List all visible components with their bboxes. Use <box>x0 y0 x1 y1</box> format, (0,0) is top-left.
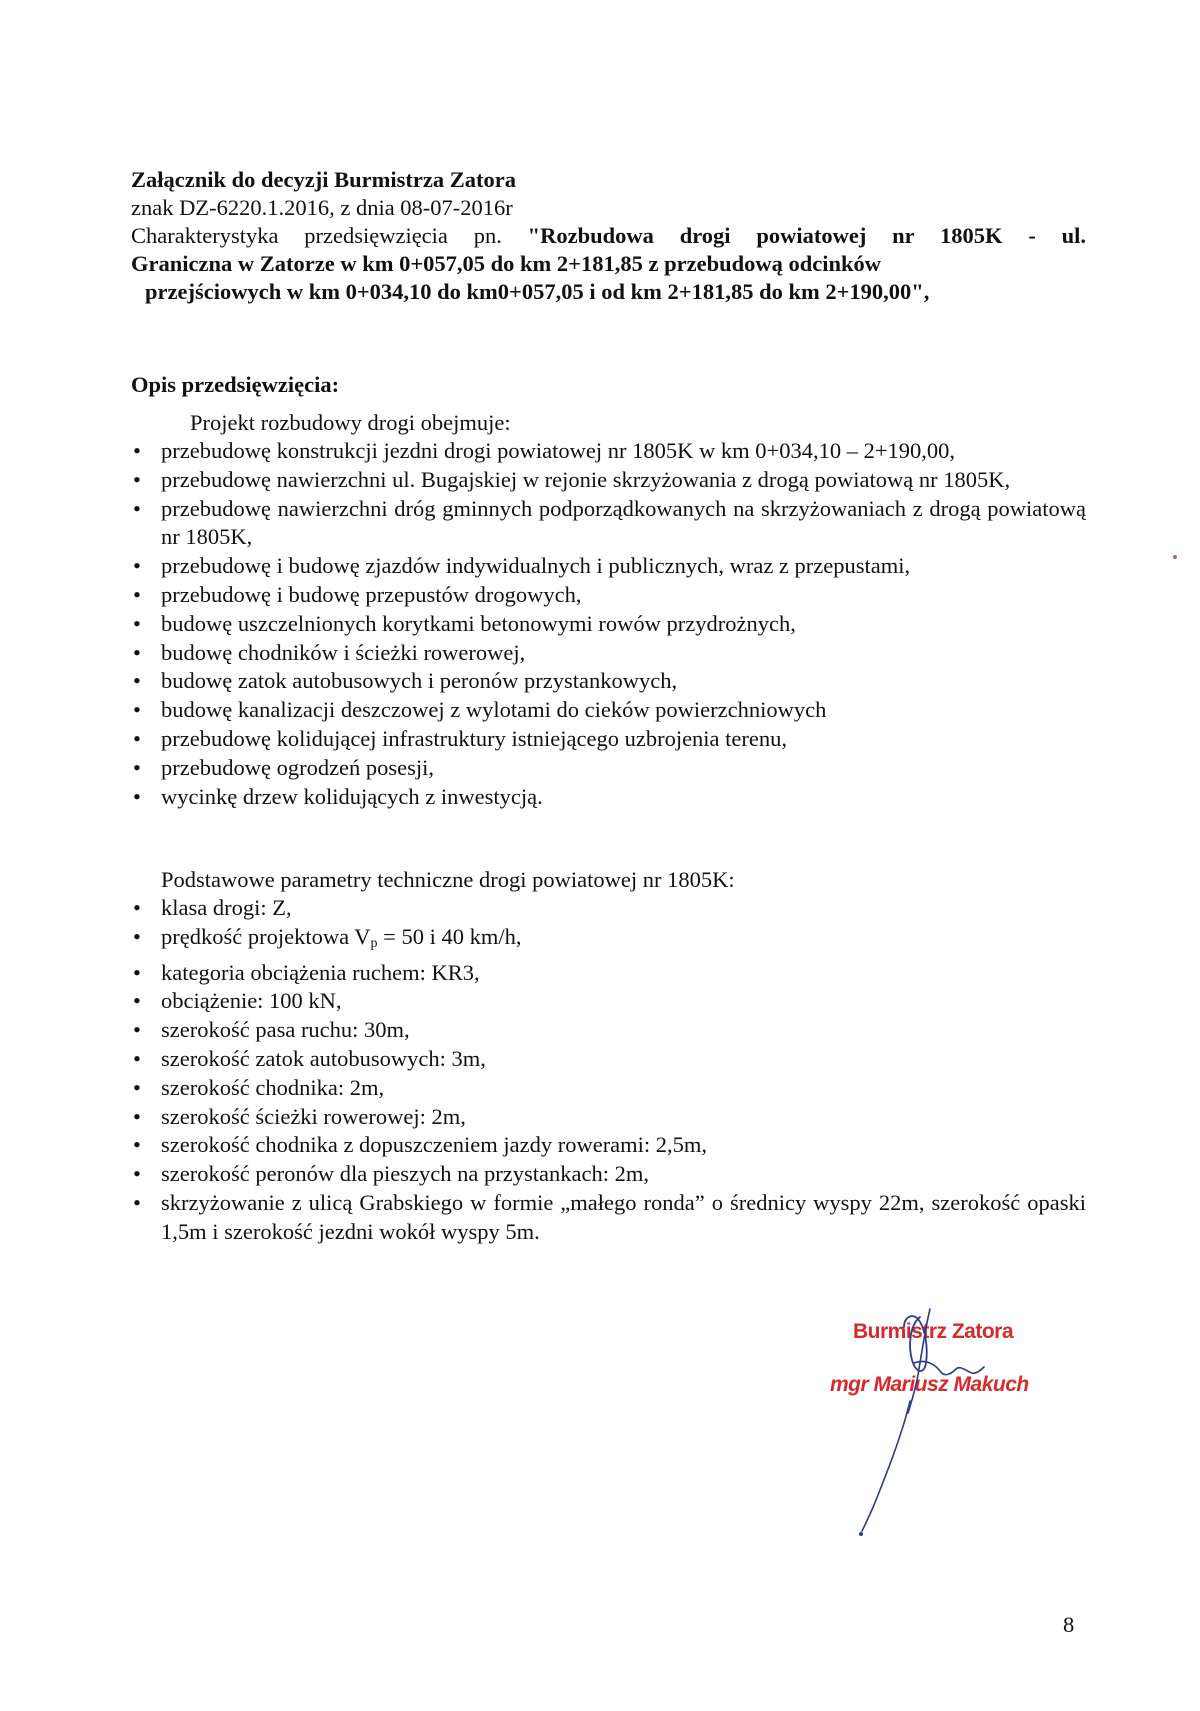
parameters-intro: Podstawowe parametry techniczne drogi powiatowej nr 1805K: <box>161 867 735 892</box>
annex-title: Załącznik do decyzji Burmistrza Zatora <box>131 167 516 192</box>
list-item: • przebudowę nawierzchni ul. Bugajskiej w rejonie skrzyżowania z drogą powiatową nr 1805K, <box>133 466 1011 492</box>
list-item: • budowę uszczelnionych korytkami betonowymi rowów przydrożnych, <box>133 610 796 636</box>
list-item: • przebudowę i budowę zjazdów indywidualnych i publicznych, wraz z przepustami, <box>133 553 911 579</box>
list-item: • szerokość peronów dla pieszych na przystankach: 2m, <box>133 1161 649 1187</box>
characteristics-label: Charakterystyka przedsięwzięcia pn. <box>131 223 502 248</box>
list-item: • obciążenie: 100 kN, <box>133 988 342 1014</box>
page-number: 8 <box>1063 1612 1075 1637</box>
project-name-part-1: "Rozbudowa drogi powiatowej nr 1805K - ul. <box>527 223 1087 248</box>
stamp-name: mgr Mariusz Makuch <box>830 1373 1029 1396</box>
list-item: • budowę chodników i ścieżki rowerowej, <box>133 639 526 665</box>
list-item: • szerokość pasa ruchu: 30m, <box>133 1017 410 1043</box>
parameters-list <box>131 894 1086 1247</box>
list-item: • klasa drogi: Z, <box>133 895 292 920</box>
list-item: • przebudowę ogrodzeń posesji, <box>133 754 435 780</box>
signature-stamp <box>800 1305 1100 1565</box>
speed-subscript: p <box>370 935 378 951</box>
project-name-line-1 <box>131 222 1086 250</box>
stamp-title: Burmistrz Zatora <box>853 1320 1014 1343</box>
list-item: • przebudowę kolidującej infrastruktury istniejącego uzbrojenia terenu, <box>133 725 788 751</box>
description-intro: Projekt rozbudowy drogi obejmuje: <box>190 410 511 435</box>
list-item: • kategoria obciążenia ruchem: KR3, <box>133 959 480 985</box>
design-speed-text: prędkość projektowa $V_p = 50$ i 40 km/h, <box>161 923 522 951</box>
list-item: • skrzyżowanie z ulicą Grabskiego w formie „małego ronda” o średnicy wyspy 22m, szerokość opaski 1,5m i szerokość jezdni wokół wyspy 5m. <box>133 1189 1086 1244</box>
section-heading: Opis przedsięwzięcia: <box>131 372 340 397</box>
list-item: • budowę zatok autobusowych i peronów przystankowych, <box>133 668 678 694</box>
list-item: • przebudowę konstrukcji jezdni drogi powiatowej nr 1805K w km 0+034,10 – 2+190,00, <box>133 438 956 463</box>
handwritten-signature <box>800 1305 1100 1565</box>
scope-list <box>131 437 1086 811</box>
project-name-line-3: przejściowych w km 0+034,10 do km0+057,05 i od km 2+181,85 do km 2+190,00", <box>145 279 930 304</box>
document-header <box>131 166 1086 306</box>
project-name-line-2: Graniczna w Zatorze w km 0+057,05 do km 2+181,85 z przebudową odcinków <box>131 251 882 276</box>
list-item: • prędkość projektowa $V_p = 50$ i 40 km/h, <box>131 923 1086 959</box>
speed-value: = 50 i 40 km/h, <box>377 923 522 949</box>
list-item: • wycinkę drzew kolidujących z inwestycją. <box>133 783 543 809</box>
print-speck <box>1173 555 1177 559</box>
list-item: • szerokość zatok autobusowych: 3m, <box>133 1045 486 1071</box>
list-item: • szerokość ścieżki rowerowej: 2m, <box>133 1103 466 1129</box>
list-item: • budowę kanalizacji deszczowej z wylotami do cieków powierzchniowych <box>133 697 827 723</box>
list-item: • przebudowę i budowę przepustów drogowych, <box>133 581 582 607</box>
list-item: • szerokość chodnika: 2m, <box>133 1074 385 1100</box>
list-item: • przebudowę nawierzchni dróg gminnych podporządkowanych na skrzyżowaniach z drogą powiatową nr 1805K, <box>133 495 1086 550</box>
list-item: • szerokość chodnika z dopuszczeniem jazdy rowerami: 2,5m, <box>133 1132 708 1158</box>
decision-reference: znak DZ-6220.1.2016, z dnia 08-07-2016r <box>131 195 513 220</box>
